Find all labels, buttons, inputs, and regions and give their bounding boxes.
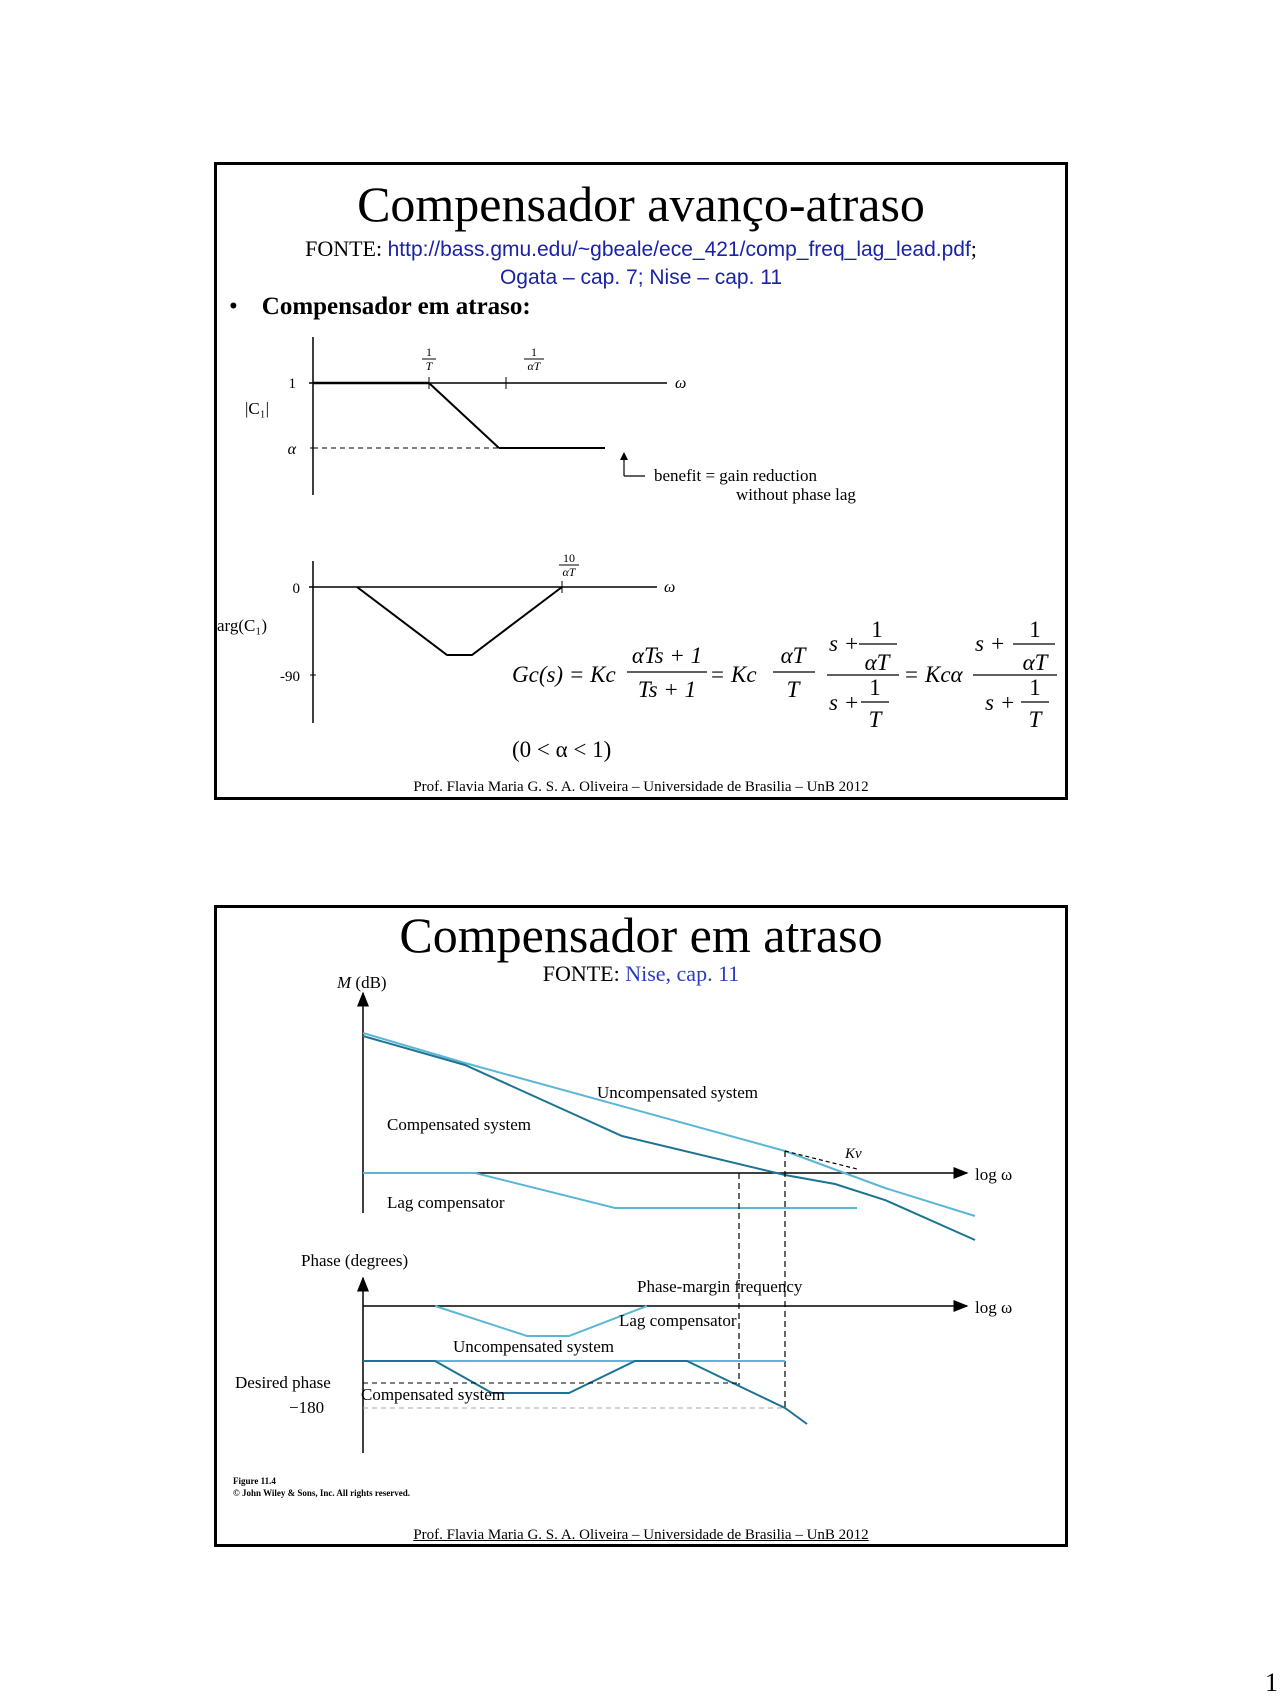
corner1-den: T [425, 359, 433, 373]
copyright-note: © John Wiley & Sons, Inc. All rights reserved. [233, 1488, 410, 1498]
phase-y-label: arg(C₁) [217, 616, 267, 635]
source-semicolon: ; [970, 236, 977, 261]
formula-f1-num: αTs + 1 [631, 643, 703, 668]
mag-x-label-2: log ω [975, 1165, 1013, 1184]
formula-one-2: 1 [869, 675, 881, 700]
label-phase-uncompensated: Uncompensated system [453, 1337, 614, 1356]
slide-1-diagram [217, 165, 1065, 797]
label-phase-lag-compensator: Lag compensator [619, 1311, 737, 1330]
label-lag-compensator: Lag compensator [387, 1193, 505, 1212]
formula-kca: Kcα [925, 662, 963, 687]
transfer-function-formula [512, 617, 1057, 762]
source-link[interactable]: http://bass.gmu.edu/~gbeale/ece_421/comp_freq_lag_lead.pdf [387, 238, 971, 261]
slide-2 [214, 905, 1068, 1547]
formula-aT-1: αT [864, 650, 890, 675]
corner2-num: 1 [531, 345, 537, 359]
mag-curve-slope [429, 383, 499, 448]
formula-f2-den: T [786, 677, 800, 702]
slide-1 [214, 162, 1068, 800]
formula-lhs: Gc(s) = Kc [512, 662, 616, 687]
formula-f2-num: αT [780, 643, 806, 668]
formula-kc: Kc [731, 662, 757, 687]
phase-tick-0: 0 [292, 581, 300, 597]
corner2-den: αT [527, 359, 541, 373]
slide-2-bode-figure [217, 908, 1065, 1544]
corner1-num: 1 [426, 345, 432, 359]
phase-lag-compensator-curve [435, 1306, 647, 1336]
phase-tick-90: -90 [280, 669, 300, 685]
kv-label: Kv [845, 1146, 862, 1162]
formula-one-1: 1 [871, 617, 883, 642]
mag-tick-label-alpha: α [287, 441, 296, 458]
formula-s-plus-1: s + [829, 631, 860, 656]
page-number: 1 [1265, 1668, 1278, 1697]
slide-1-footer: Prof. Flavia Maria G. S. A. Oliveira – Universidade de Brasilia – UnB 2012 [413, 779, 869, 795]
label-compensated: Compensated system [387, 1115, 532, 1134]
phase-corner-den: αT [562, 565, 576, 579]
label-uncompensated: Uncompensated system [597, 1083, 758, 1102]
phase-y-label-2: Phase (degrees) [301, 1251, 409, 1270]
bullet-mark: • [229, 293, 238, 320]
label-phase-margin-frequency: Phase-margin frequency [637, 1277, 803, 1296]
formula-one-3: 1 [1029, 617, 1041, 642]
formula-condition: (0 < α < 1) [512, 737, 612, 762]
formula-f1-den: Ts + 1 [637, 677, 697, 702]
label-phase-compensated: Compensated system [361, 1385, 506, 1404]
formula-s-plus-3: s + [975, 631, 1006, 656]
slide-2-title: Compensador em atraso [399, 907, 883, 963]
source-prefix: FONTE: [305, 236, 388, 261]
benefit-note-1: benefit = gain reduction [654, 466, 818, 485]
mag-y-label-2: M (dB) [337, 973, 387, 992]
phase-plot [309, 561, 657, 723]
formula-aT-2: αT [1022, 650, 1048, 675]
label-minus-180: −180 [289, 1398, 325, 1417]
formula-eq-2: = [905, 662, 918, 687]
source-references: Ogata – cap. 7; Nise – cap. 11 [499, 266, 783, 289]
phase-x-label-2: log ω [975, 1298, 1013, 1317]
formula-T-1: T [868, 707, 882, 732]
label-desired-phase: Desired phase [235, 1373, 331, 1392]
figure-label: Figure 11.4 [233, 1476, 276, 1486]
benefit-note-2: without phase lag [736, 485, 856, 504]
phase-corner-num: 10 [563, 551, 575, 565]
formula-one-4: 1 [1029, 675, 1041, 700]
mag-y-label: |C₁| [245, 399, 270, 418]
mag-x-label: ω [675, 375, 687, 392]
phase-x-label: ω [664, 579, 676, 596]
source-prefix-2: FONTE: [542, 961, 626, 986]
slide-2-footer: Prof. Flavia Maria G. S. A. Oliveira – Universidade de Brasilia – UnB 2012 [413, 1527, 869, 1543]
magnitude-plot [309, 337, 667, 495]
bullet-text: Compensador em atraso: [261, 293, 531, 320]
slide-1-title: Compensador avanço-atraso [357, 176, 925, 232]
phase-curve [357, 587, 562, 655]
formula-s-plus-2: s + [829, 690, 860, 715]
mag-tick-label-1: 1 [288, 376, 296, 392]
formula-s-plus-4: s + [985, 690, 1016, 715]
formula-T-2: T [1028, 707, 1042, 732]
formula-eq-1: = [711, 662, 724, 687]
benefit-arrowhead [620, 452, 628, 460]
source-link-2[interactable]: Nise, cap. 11 [625, 961, 740, 986]
